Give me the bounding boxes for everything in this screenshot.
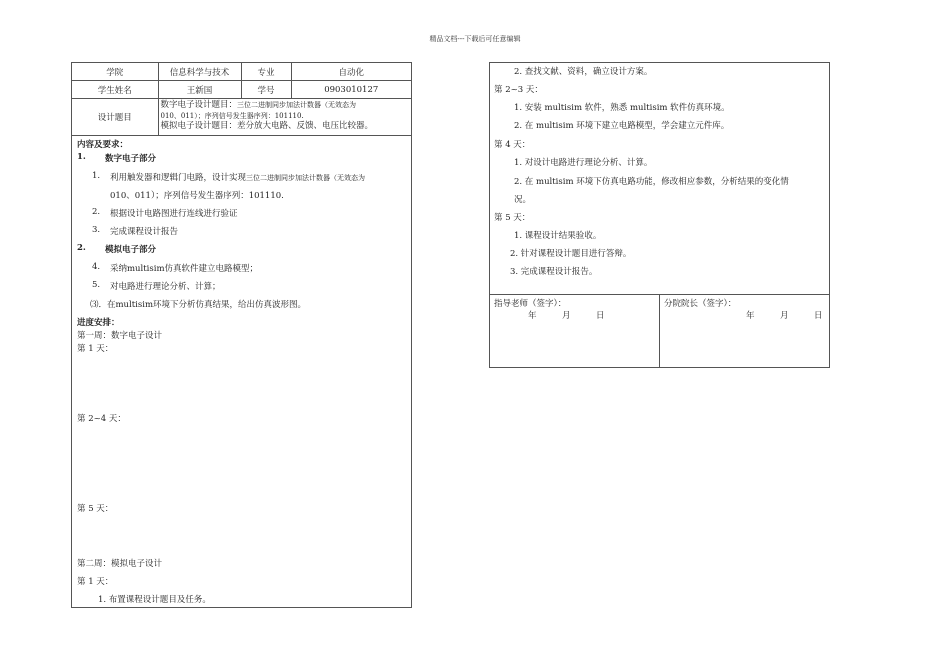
signature-divider-mid: [659, 294, 660, 367]
s2-num: 2.: [77, 243, 86, 253]
schedule-day5: 第 5 天：: [77, 504, 114, 514]
right-line-5b: 况。: [514, 195, 532, 205]
left-form: [71, 62, 412, 608]
id-label: 学号: [241, 81, 291, 99]
s1-item2-num: 2.: [92, 207, 101, 217]
dean-date-month: 月: [780, 311, 789, 321]
right-day2-3: 第 2~3 天：: [494, 85, 543, 95]
college-label: 学院: [72, 63, 158, 81]
right-line-7: 2. 针对课程设计题目进行答辩。: [510, 249, 632, 259]
s2-title: 模拟电子部分: [105, 245, 157, 255]
info-table: [72, 63, 411, 136]
s1-title: 数字电子部分: [105, 154, 157, 164]
major-label: 专业: [241, 63, 291, 81]
right-day5: 第 5 天：: [494, 213, 531, 223]
schedule-day1: 第 1 天：: [77, 344, 114, 354]
right-line-4: 1. 对设计电路进行理论分析、计算。: [514, 158, 653, 168]
name-label: 学生姓名: [72, 81, 158, 99]
s2-item4-num: 4.: [92, 262, 101, 272]
s1-item3-num: 3.: [92, 225, 101, 235]
s2-item5: 对电路进行理论分析、计算；: [110, 282, 221, 292]
right-line-6: 1. 课程设计结果验收。: [514, 231, 602, 241]
right-line-3: 2. 在 multisim 环境下建立电路模型，学会建立元件库。: [514, 121, 730, 131]
s1-item2: 根据设计电路图进行连线进行验证: [110, 209, 238, 219]
content-heading: 内容及要求：: [77, 140, 129, 150]
right-line-5: 2. 在 multisim 环境下仿真电路功能，修改相应参数，分析结果的变化情: [514, 177, 789, 187]
right-form: [489, 62, 830, 368]
schedule-week2: 第二周：模拟电子设计: [77, 559, 163, 569]
topic-label: 设计题目: [72, 99, 158, 136]
s1-item1-num: 1.: [92, 171, 101, 181]
s1-item1-a: 利用触发器和逻辑门电路，设计实现三位二进制同步加法计数器（无效态为: [110, 173, 366, 183]
right-line-2: 1. 安装 multisim 软件，熟悉 multisim 软件仿真环境。: [514, 103, 730, 113]
topic-digital-detail2: 010、011）；序列信号发生器序列：101110.: [160, 111, 304, 120]
topic-digital-detail: 三位二进制同步加法计数器（无效态为: [237, 101, 357, 109]
schedule-week1: 第一周：数字电子设计: [77, 331, 163, 341]
topic-digital-prefix: 数字电子设计题目：: [160, 100, 238, 110]
s2-item6: ⑶．在multisim环境下分析仿真结果，给出仿真波形图。: [90, 300, 307, 310]
name-value: 王新国: [158, 81, 241, 99]
id-value: 0903010127: [291, 81, 411, 99]
s1-item3: 完成课程设计报告: [110, 227, 179, 237]
page-header: 精品文档---下载后可任意编辑: [429, 35, 521, 43]
s2-item5-num: 5.: [92, 280, 101, 290]
dean-signature-label: 分院院长（签字）：: [664, 299, 737, 309]
right-line-1: 2. 查找文献、资料，确立设计方案。: [514, 67, 653, 77]
college-value: 信息科学与技术: [158, 63, 241, 81]
right-day4: 第 4 天：: [494, 140, 531, 150]
major-value: 自动化: [291, 63, 411, 81]
s1-item1-c: 010、011）；序列信号发生器序列：101110.: [110, 191, 284, 201]
teacher-signature-label: 指导老师（签字）：: [494, 299, 567, 309]
dean-date-year: 年: [746, 311, 755, 321]
dean-date-day: 日: [814, 311, 823, 321]
teacher-date-year: 年: [528, 311, 537, 321]
topic-analog: 模拟电子设计题目：差分放大电路、反馈、电压比较器。: [160, 121, 374, 131]
teacher-date-day: 日: [596, 311, 605, 321]
schedule-w2-d1-item1: 1. 布置课程设计题目及任务。: [98, 595, 211, 605]
schedule-day2-4: 第 2~4 天：: [77, 414, 126, 424]
s2-item4: 采纳multisim仿真软件建立电路模型；: [110, 264, 259, 274]
schedule-heading: 进度安排：: [77, 318, 120, 328]
schedule-w2-day1: 第 1 天：: [77, 577, 114, 587]
teacher-date-month: 月: [562, 311, 571, 321]
s1-num: 1.: [77, 152, 86, 162]
topic-value: [158, 99, 411, 136]
right-line-8: 3. 完成课程设计报告。: [510, 267, 598, 277]
